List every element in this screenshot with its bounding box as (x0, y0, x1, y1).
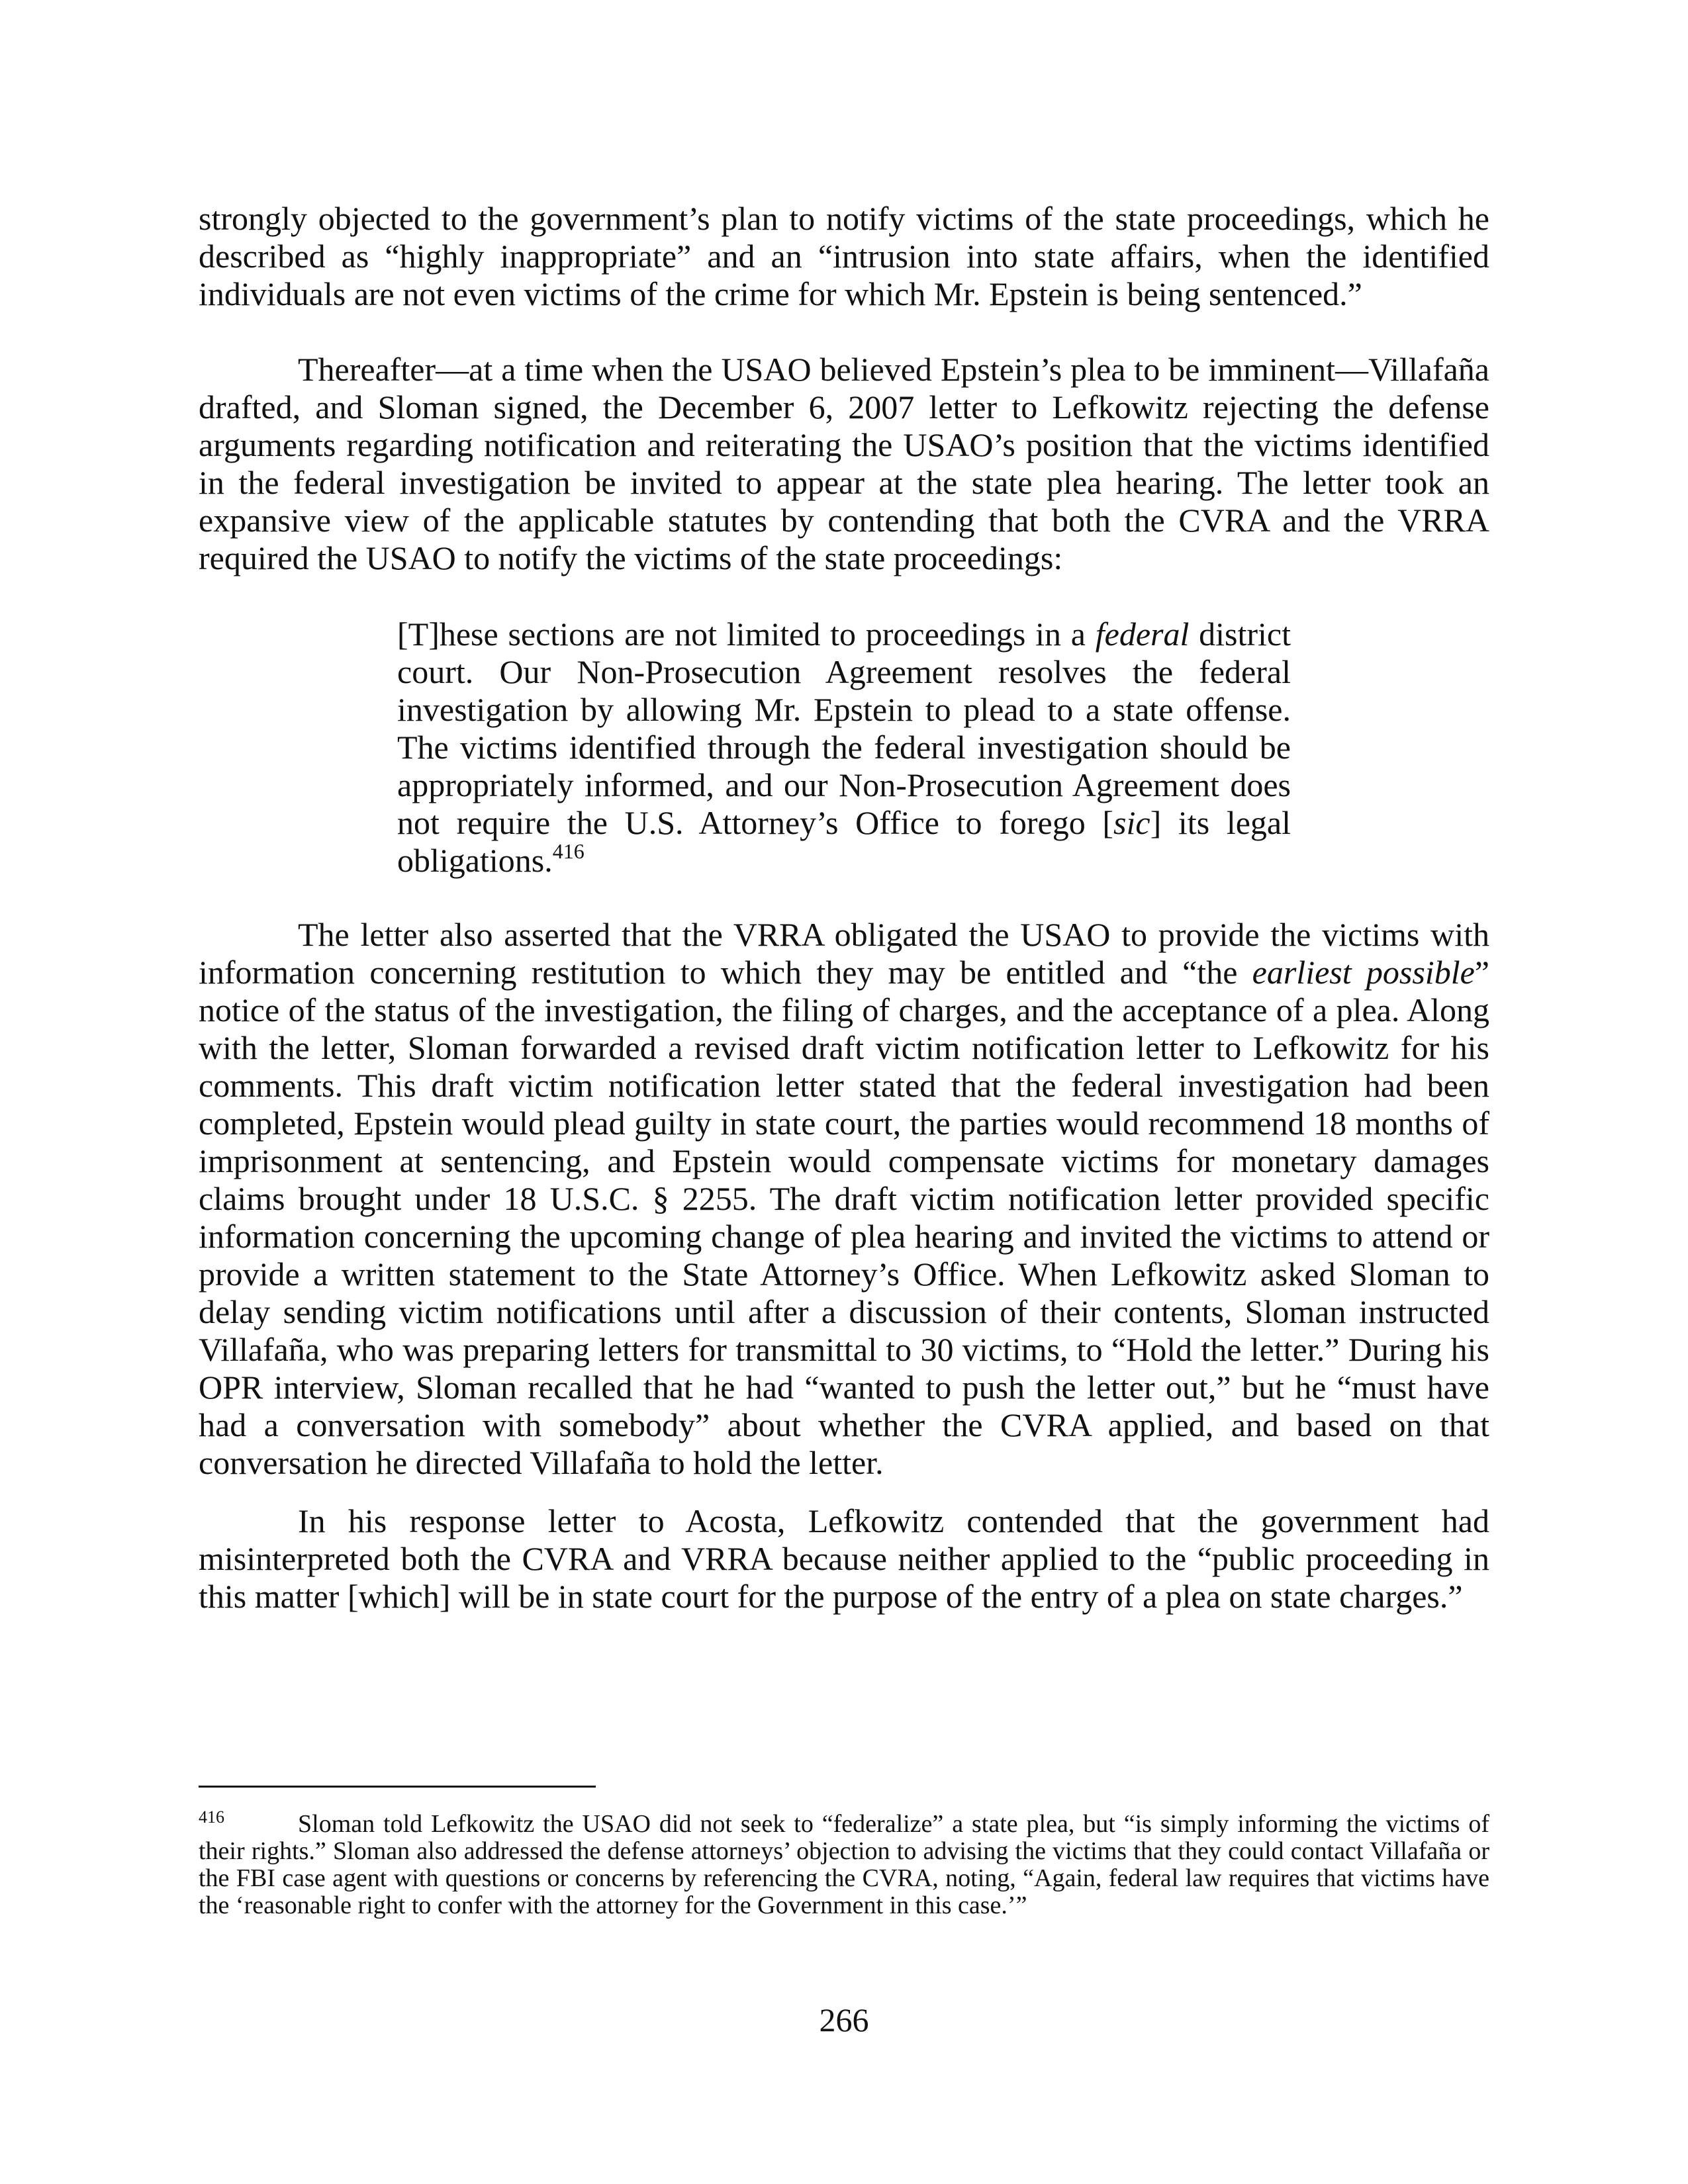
paragraph-1: strongly objected to the government’s plan to notify victims of the state proceedings, which he described as “highly inappropriate” and an “intrusion into state affairs, when the identified individuals are not even victims of the crime for which Mr. Epstein is being sentenced.” (199, 200, 1489, 312)
page-number: 266 (819, 2001, 869, 2038)
footnote-divider (199, 1786, 596, 1788)
paragraph-3-emphasis: earliest possible (1252, 954, 1475, 991)
block-quote-text-1: [T]hese sections are not limited to proceedings in a (397, 615, 1096, 653)
block-quote-text-2: district court. Our Non-Prosecution Agreement resolves the federal investigation by allowing Mr. Epstein to plead to a state offense. The victims identified through the federal investigation should be appropriately informed, and our Non-Prosecution Agreement does not require the U.S. Attorney’s Office to forego [ (397, 615, 1291, 841)
paragraph-4: In his response letter to Acosta, Lefkowitz contended that the government had misinterpreted both the CVRA and VRRA because neither applied to the “public proceeding in this matter [which] will be in state court for the purpose of the entry of a plea on state charges.” (199, 1502, 1489, 1615)
block-quote-emphasis-sic: sic (1113, 804, 1150, 841)
footnote: 416 Sloman told Lefkowitz the USAO did not seek to “federalize” a state plea, but “is simply informing the victims of their rights.” Sloman also addressed the defense attorneys’ objection to advising the victims that they could contact Villafaña or the FBI case agent with questions or concerns by referencing the CVRA, noting, “Again, federal law requires that victims have the ‘reasonable right to confer with the attorney for the Government in this case.’” (199, 1807, 1489, 1919)
block-quote (397, 615, 1291, 880)
paragraph-2: Thereafter—at a time when the USAO believed Epstein’s plea to be imminent—Villafaña drafted, and Sloman signed, the December 6, 2007 letter to Lefkowitz rejecting the defense arguments regarding notification and reiterating the USAO’s position that the victims identified in the federal investigation be invited to appear at the state plea hearing. The letter took an expansive view of the applicable statutes by contending that both the CVRA and the VRRA required the USAO to notify the victims of the state proceedings: (199, 351, 1489, 576)
footnote-reference: 416 (552, 839, 585, 863)
block-quote-text-3: ] its legal obligations. (397, 804, 1291, 879)
paragraph-3-text-b: ” notice of the status of the investigation, the filing of charges, and the acceptance of a plea. Along with the letter, Sloman forwarded a revised draft victim notification letter to Lefkowitz for his comments. This draft victim notification letter stated that the federal investigation had been completed, Epstein would plead guilty in state court, the parties would recommend 18 months of imprisonment at sentencing, and Epstein would compensate victims for monetary damages claims brought under 18 U.S.C. § 2255. The draft victim notification letter provided specific information concerning the upcoming change of plea hearing and invited the victims to attend or provide a written statement to the State Attorney’s Office. When Lefkowitz asked Sloman to delay sending victim notifications until after a discussion of their contents, Sloman instructed Villafaña, who was preparing letters for transmittal to 30 victims, to “Hold the letter.” During his OPR interview, Sloman recalled that he had “wanted to push the letter out,” but he “must have had a conversation with somebody” about whether the CVRA applied, and based on that conversation he directed Villafaña to hold the letter. (199, 954, 1489, 1481)
block-quote-emphasis-federal: federal (1095, 615, 1190, 653)
footnote-text: Sloman told Lefkowitz the USAO did not seek to “federalize” a state plea, but “is simply informing the victims of their rights.” Sloman also addressed the defense attorneys’ objection to advising the victims that they could contact Villafaña or the FBI case agent with questions or concerns by referencing the CVRA, noting, “Again, federal law requires that victims have the ‘reasonable right to confer with the attorney for the Government in this case.’” (199, 1810, 1489, 1919)
paragraph-3-text-a: The letter also asserted that the VRRA obligated the USAO to provide the victims with information concerning restitution to which they may be entitled and “the (199, 916, 1489, 991)
paragraph-3 (199, 916, 1489, 1482)
